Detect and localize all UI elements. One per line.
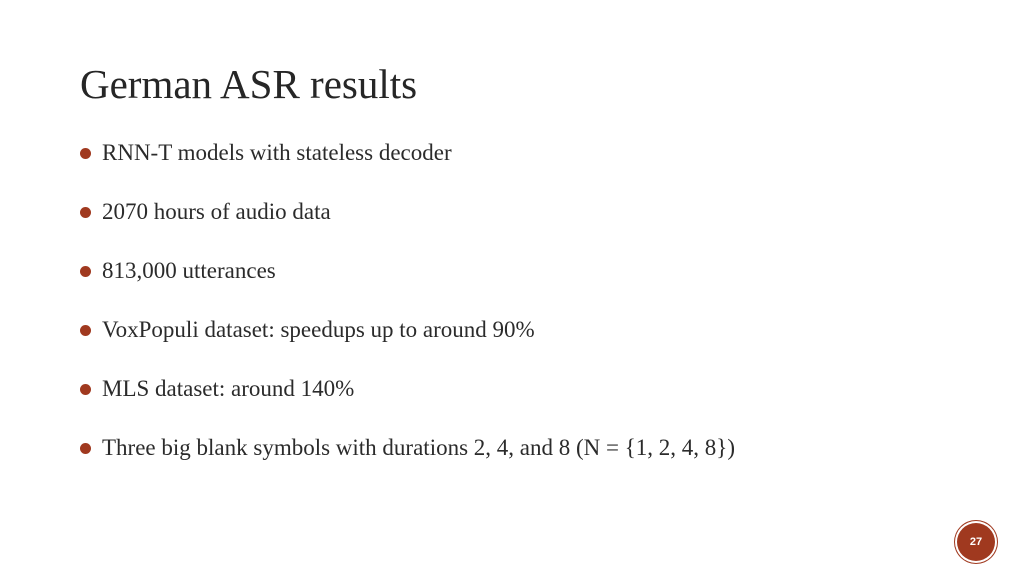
page-number: 27	[969, 536, 983, 548]
bullet-dot-icon	[80, 325, 91, 336]
list-item	[80, 194, 735, 253]
bullet-dot-icon	[80, 266, 91, 277]
bullet-text: VoxPopuli dataset: speedups up to around 90%	[102, 317, 535, 342]
bullet-text: Three big blank symbols with durations 2, 4, and 8 (N = {1, 2, 4, 8})	[102, 435, 735, 460]
bullet-text: RNN-T models with stateless decoder	[102, 140, 452, 165]
bullet-text: 2070 hours of audio data	[102, 199, 331, 224]
bullet-text: MLS dataset: around 140%	[102, 376, 355, 401]
page-number-badge	[957, 523, 995, 561]
list-item	[80, 312, 735, 371]
bullet-text: 813,000 utterances	[102, 258, 276, 283]
bullet-dot-icon	[80, 148, 91, 159]
bullet-dot-icon	[80, 384, 91, 395]
list-item	[80, 253, 735, 312]
bullet-dot-icon	[80, 207, 91, 218]
list-item	[80, 371, 735, 430]
list-item	[80, 135, 735, 194]
slide-title: German ASR results	[80, 61, 418, 107]
bullet-dot-icon	[80, 443, 91, 454]
list-item	[80, 430, 735, 489]
bullet-list	[80, 135, 735, 489]
